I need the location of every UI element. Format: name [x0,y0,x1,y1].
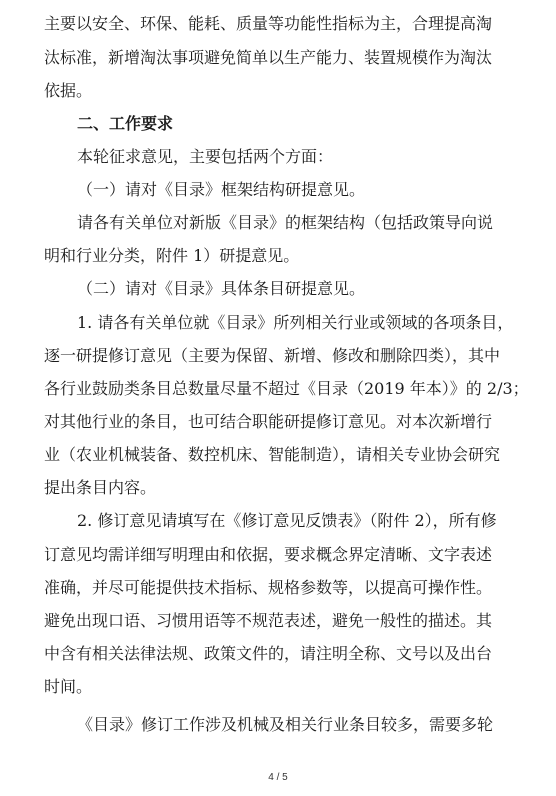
paragraph-line: 中含有相关法律法规、政策文件的，请注明全称、文号以及出台 [44,644,493,663]
paragraph-line: 本轮征求意见，主要包括两个方面： [77,147,334,166]
paragraph-line: 逐一研提修订意见（主要为保留、新增、修改和删除四类），其中 [44,346,501,365]
paragraph-line: 《目录》修订工作涉及机械及相关行业条目较多，需要多轮 [77,715,494,734]
paragraph-line: 准确，并尽可能提供技术指标、规格参数等，以提高可操作性。 [44,578,493,597]
paragraph-line: 请各有关单位对新版《目录》的框架结构（包括政策导向说 [77,213,494,232]
paragraph-line: 2. 修订意见请填写在《修订意见反馈表》（附件 2），所有修 [77,511,497,530]
paragraph-line: 业（农业机械装备、数控机床、智能制造），请相关专业协会研究 [44,445,501,464]
section-heading: 二、工作要求 [77,114,174,133]
paragraph-line: 对其他行业的条目，也可结合职能研提修订意见。对本次新增行 [44,412,493,431]
paragraph-line: 1. 请各有关单位就《目录》所列相关行业或领域的各项条目， [77,313,514,332]
paragraph-line: 各行业鼓励类条目总数量尽量不超过《目录（2019 年本）》的 2/3； [44,379,529,398]
page-number: 4 / 5 [268,772,288,783]
paragraph-line: 主要以安全、环保、能耗、质量等功能性指标为主，合理提高淘 [44,14,493,33]
subsection-heading: （二）请对《目录》具体条目研提意见。 [77,279,366,298]
paragraph-line: 避免出现口语、习惯用语等不规范表述，避免一般性的描述。其 [44,611,493,630]
paragraph-line: 提出条目内容。 [44,478,157,497]
paragraph-line: 明和行业分类，附件 1）研提意见。 [44,246,300,265]
paragraph-line: 订意见均需详细写明理由和依据，要求概念界定清晰、文字表述 [44,545,493,564]
paragraph-line: 依据。 [44,81,93,100]
paragraph-line: 汰标准，新增淘汰事项避免简单以生产能力、装置规模作为淘汰 [44,48,493,67]
paragraph-line: 时间。 [44,677,93,696]
subsection-heading: （一）请对《目录》框架结构研提意见。 [77,180,366,199]
